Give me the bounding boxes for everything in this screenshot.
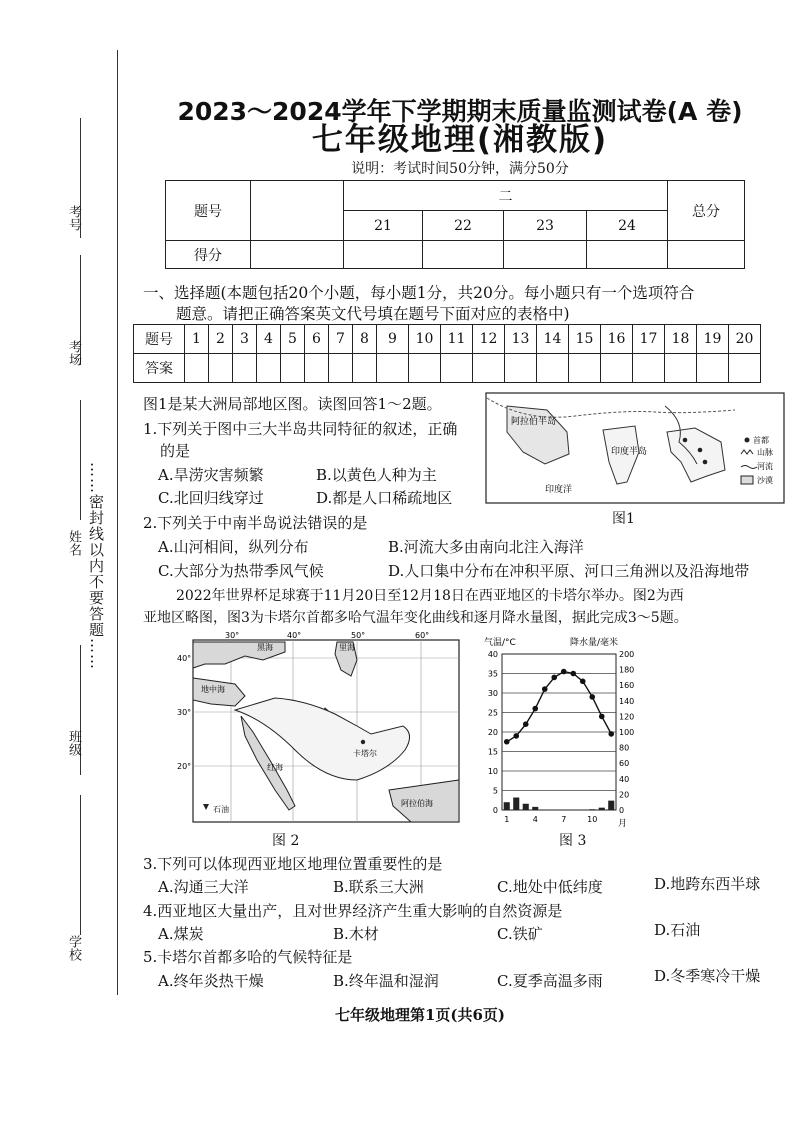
- section1-line1: 一、选择题(本题包括20个小题，每小题1分，共20分。每小题只有一个选项符合: [143, 284, 695, 302]
- score-row-label: 题号: [166, 181, 251, 241]
- q3-option-c[interactable]: C.地处中低纬度: [497, 878, 603, 896]
- y-left-tick: 20: [487, 728, 498, 737]
- score-row2-label: 得分: [166, 241, 251, 269]
- answer-cell[interactable]: [185, 354, 209, 383]
- fig2-qatar-label: 卡塔尔: [353, 749, 377, 758]
- answer-cell[interactable]: [505, 354, 537, 383]
- precip-bar: [513, 798, 519, 810]
- x-tick: 1: [504, 815, 510, 824]
- margin-kaohao: 考号: [66, 205, 81, 231]
- answer-table-num: 20: [729, 325, 761, 354]
- q1-stem-line2: 的是: [160, 442, 191, 460]
- q2-option-b[interactable]: B.河流大多由南向北注入海洋: [388, 538, 584, 556]
- fig1-legend-desert: 沙漠: [757, 476, 773, 485]
- answer-table-num: 16: [601, 325, 633, 354]
- answer-cell[interactable]: [473, 354, 505, 383]
- answer-cell[interactable]: [233, 354, 257, 383]
- temperature-point: [542, 686, 548, 692]
- score-cell[interactable]: [587, 241, 668, 269]
- x-tick: 4: [532, 815, 538, 824]
- fig1-legend-mountain: 山脉: [757, 448, 773, 457]
- q4-option-a[interactable]: A.煤炭: [158, 925, 204, 943]
- q5-option-c[interactable]: C.夏季高温多雨: [497, 972, 603, 990]
- y-right-tick: 160: [619, 681, 635, 691]
- temperature-point: [599, 714, 605, 720]
- fig1-legend-capital: 首都: [753, 436, 769, 445]
- y-right-tick: 140: [619, 696, 635, 706]
- score-cell[interactable]: [504, 241, 587, 269]
- answer-cell[interactable]: [377, 354, 409, 383]
- answer-table-num: 12: [473, 325, 505, 354]
- precip-bar: [608, 801, 614, 810]
- answer-table-num: 2: [209, 325, 233, 354]
- q3-option-d[interactable]: D.地跨东西半球: [654, 875, 761, 893]
- q3-option-a[interactable]: A.沟通三大洋: [158, 878, 249, 896]
- answer-cell[interactable]: [537, 354, 569, 383]
- y-right-tick: 0: [619, 806, 625, 815]
- q4-option-c[interactable]: C.铁矿: [497, 925, 543, 943]
- answer-table-num: 4: [257, 325, 281, 354]
- answer-table-num: 3: [233, 325, 257, 354]
- q1-option-a[interactable]: A.旱涝灾害频繁: [158, 466, 264, 484]
- answer-cell[interactable]: [409, 354, 441, 383]
- q5-option-b[interactable]: B.终年温和湿润: [333, 972, 439, 990]
- temperature-point: [504, 739, 510, 745]
- score-col-24: 24: [587, 211, 668, 241]
- section1-line2: 题意。请把正确答案英文代号填在题号下面对应的表格中): [176, 305, 570, 323]
- q1-option-c[interactable]: C.北回归线穿过: [158, 489, 264, 507]
- score-part-two: 二: [344, 181, 668, 211]
- answer-table: [133, 324, 761, 383]
- q5-option-d[interactable]: D.冬季寒冷干燥: [654, 967, 761, 985]
- exam-subtitle: 七年级地理(湘教版): [311, 122, 609, 158]
- fig2-lon-30: 30°: [225, 631, 240, 640]
- score-cell[interactable]: [344, 241, 423, 269]
- q3-option-b[interactable]: B.联系三大洲: [333, 878, 424, 896]
- answer-table-num: 9: [377, 325, 409, 354]
- temperature-point: [580, 679, 586, 685]
- q5-stem: 5.卡塔尔首都多哈的气候特征是: [143, 948, 353, 966]
- figure3-climate-chart: [478, 634, 638, 830]
- y-left-tick: 35: [487, 669, 498, 679]
- temperature-point: [561, 669, 567, 675]
- q3-stem: 3.下列可以体现西亚地区地理位置重要性的是: [143, 855, 443, 873]
- answer-table-num: 1: [185, 325, 209, 354]
- answer-table-num: 6: [305, 325, 329, 354]
- answer-table-num: 5: [281, 325, 305, 354]
- q2-option-a[interactable]: A.山河相间，纵列分布: [158, 538, 309, 556]
- precip-bar: [599, 808, 605, 810]
- fig3-ylabel-left: 气温/°C: [484, 638, 516, 648]
- x-tick: 7: [561, 815, 567, 824]
- answer-cell[interactable]: [305, 354, 329, 383]
- fig3-month-unit: 月: [618, 819, 628, 829]
- y-right-tick: 60: [619, 759, 630, 769]
- answer-cell[interactable]: [633, 354, 665, 383]
- score-cell[interactable]: [251, 241, 344, 269]
- fig2-lat-30: 30°: [177, 708, 192, 717]
- figure1-map: [485, 392, 785, 504]
- temperature-point: [608, 731, 614, 737]
- y-left-tick: 25: [487, 708, 498, 718]
- answer-cell[interactable]: [601, 354, 633, 383]
- precip-bar: [504, 802, 510, 810]
- fig2-lon-40: 40°: [287, 631, 302, 640]
- answer-cell[interactable]: [729, 354, 761, 383]
- answer-cell[interactable]: [281, 354, 305, 383]
- q1-option-b[interactable]: B.以黄色人种为主: [316, 466, 437, 484]
- margin-kaochang: 考场: [66, 340, 81, 366]
- answer-cell[interactable]: [665, 354, 697, 383]
- answer-table-label: 答案: [134, 354, 185, 383]
- score-cell[interactable]: [423, 241, 504, 269]
- answer-cell[interactable]: [209, 354, 233, 383]
- temperature-point: [532, 706, 538, 712]
- score-total: 总分: [668, 181, 745, 241]
- x-tick: 10: [587, 815, 598, 824]
- q2-option-d[interactable]: D.人口集中分布在冲积平原、河口三角洲以及沿海地带: [388, 562, 750, 580]
- q4-option-d[interactable]: D.石油: [654, 921, 701, 939]
- y-left-tick: 10: [487, 767, 498, 776]
- temperature-point: [551, 675, 557, 681]
- fig2-aden-label: 阿拉伯海: [401, 799, 433, 808]
- y-right-tick: 80: [619, 743, 630, 753]
- answer-table-num: 18: [665, 325, 697, 354]
- score-table: [165, 180, 745, 269]
- fig2-med-label: 地中海: [201, 685, 225, 694]
- answer-table-num: 15: [569, 325, 601, 354]
- answer-table-num: 10: [409, 325, 441, 354]
- score-col-21: 21: [344, 211, 423, 241]
- intro1: 图1是某大洲局部地区图。读图回答1～2题。: [143, 395, 442, 413]
- y-right-tick: 200: [619, 650, 635, 659]
- answer-cell[interactable]: [353, 354, 377, 383]
- fig2-lon-60: 60°: [415, 631, 430, 640]
- y-right-tick: 100: [619, 728, 635, 737]
- y-right-tick: 20: [619, 790, 630, 800]
- fig1-india-label: 印度半岛: [611, 447, 648, 457]
- exam-title: 2023～2024学年下学期期末质量监测试卷(A 卷): [177, 97, 743, 126]
- intro2-line1: 2022年世界杯足球赛于11月20日至12月18日在西亚地区的卡塔尔举办。图2为西: [176, 588, 684, 604]
- answer-table-num: 17: [633, 325, 665, 354]
- figure2-map: [175, 630, 465, 825]
- fig2-lat-20: 20°: [177, 762, 192, 771]
- precip-bar: [589, 809, 595, 810]
- answer-table-num: 7: [329, 325, 353, 354]
- temperature-point: [589, 694, 595, 700]
- y-left-tick: 0: [492, 806, 498, 815]
- fig3-ylabel-right: 降水量/毫米: [570, 638, 619, 648]
- precip-bar: [523, 804, 529, 810]
- margin-xingming: 姓名: [66, 530, 81, 556]
- answer-cell[interactable]: [257, 354, 281, 383]
- temperature-point: [513, 733, 519, 739]
- answer-table-num: 19: [697, 325, 729, 354]
- answer-table-head: 题号: [134, 325, 185, 354]
- margin-xuexiao: 学校: [66, 935, 81, 961]
- page-footer: 七年级地理第1页(共6页): [334, 1006, 506, 1024]
- margin-banji: 班级: [66, 730, 81, 756]
- q4-stem: 4.西亚地区大量出产，且对世界经济产生重大影响的自然资源是: [143, 902, 563, 920]
- q1-stem-line1: 1.下列关于图中三大半岛共同特征的叙述，正确: [143, 420, 458, 438]
- y-right-tick: 120: [619, 712, 635, 722]
- fig3-caption: 图 3: [559, 833, 587, 849]
- answer-table-num: 14: [537, 325, 569, 354]
- fig2-caspian-label: 里海: [339, 643, 355, 652]
- q2-stem: 2.下列关于中南半岛说法错误的是: [143, 514, 368, 532]
- fig1-legend-river: 河流: [757, 462, 773, 471]
- temperature-point: [523, 721, 529, 727]
- fig1-arabia-label: 阿拉伯半岛: [511, 417, 557, 427]
- q1-option-d[interactable]: D.都是人口稀疏地区: [316, 489, 453, 507]
- fig2-lon-50: 50°: [351, 631, 366, 640]
- answer-cell[interactable]: [569, 354, 601, 383]
- intro2-line2: 亚地区略图，图3为卡塔尔首都多哈气温年变化曲线和逐月降水量图，据此完成3～5题。: [143, 610, 688, 626]
- answer-cell[interactable]: [329, 354, 353, 383]
- precip-bar: [532, 807, 538, 810]
- temperature-point: [570, 671, 576, 677]
- score-col-22: 22: [423, 211, 504, 241]
- y-right-tick: 40: [619, 774, 630, 784]
- xingming-blank: [80, 400, 81, 520]
- q5-option-a[interactable]: A.终年炎热干燥: [158, 972, 264, 990]
- score-cell[interactable]: [668, 241, 745, 269]
- y-right-tick: 180: [619, 665, 635, 675]
- margin-seal-line: ……密封线以内不要答题……: [87, 462, 105, 670]
- temperature-line: [507, 672, 612, 742]
- y-left-tick: 40: [487, 650, 498, 659]
- fig2-redsea-label: 红海: [267, 763, 283, 772]
- fig1-ocean-label: 印度洋: [545, 485, 573, 495]
- y-left-tick: 30: [487, 689, 498, 698]
- score-col-23: 23: [504, 211, 587, 241]
- q2-option-c[interactable]: C.大部分为热带季风气候: [158, 562, 324, 580]
- fig2-oil-legend: 石油: [213, 805, 229, 814]
- fig1-caption: 图1: [612, 511, 635, 527]
- answer-table-num: 13: [505, 325, 537, 354]
- answer-table-num: 8: [353, 325, 377, 354]
- answer-table-num: 11: [441, 325, 473, 354]
- answer-cell[interactable]: [441, 354, 473, 383]
- margin-line: [117, 50, 118, 995]
- fig2-caption: 图 2: [272, 833, 300, 849]
- fig2-blacksea-label: 黑海: [257, 643, 273, 652]
- exam-note: 说明：考试时间50分钟，满分50分: [351, 161, 569, 177]
- y-left-tick: 5: [492, 786, 498, 796]
- score-part-one: [251, 181, 344, 241]
- answer-cell[interactable]: [697, 354, 729, 383]
- y-left-tick: 15: [487, 747, 498, 757]
- fig2-lat-40: 40°: [177, 654, 192, 663]
- q4-option-b[interactable]: B.木材: [333, 925, 379, 943]
- xuexiao-blank: [80, 795, 81, 935]
